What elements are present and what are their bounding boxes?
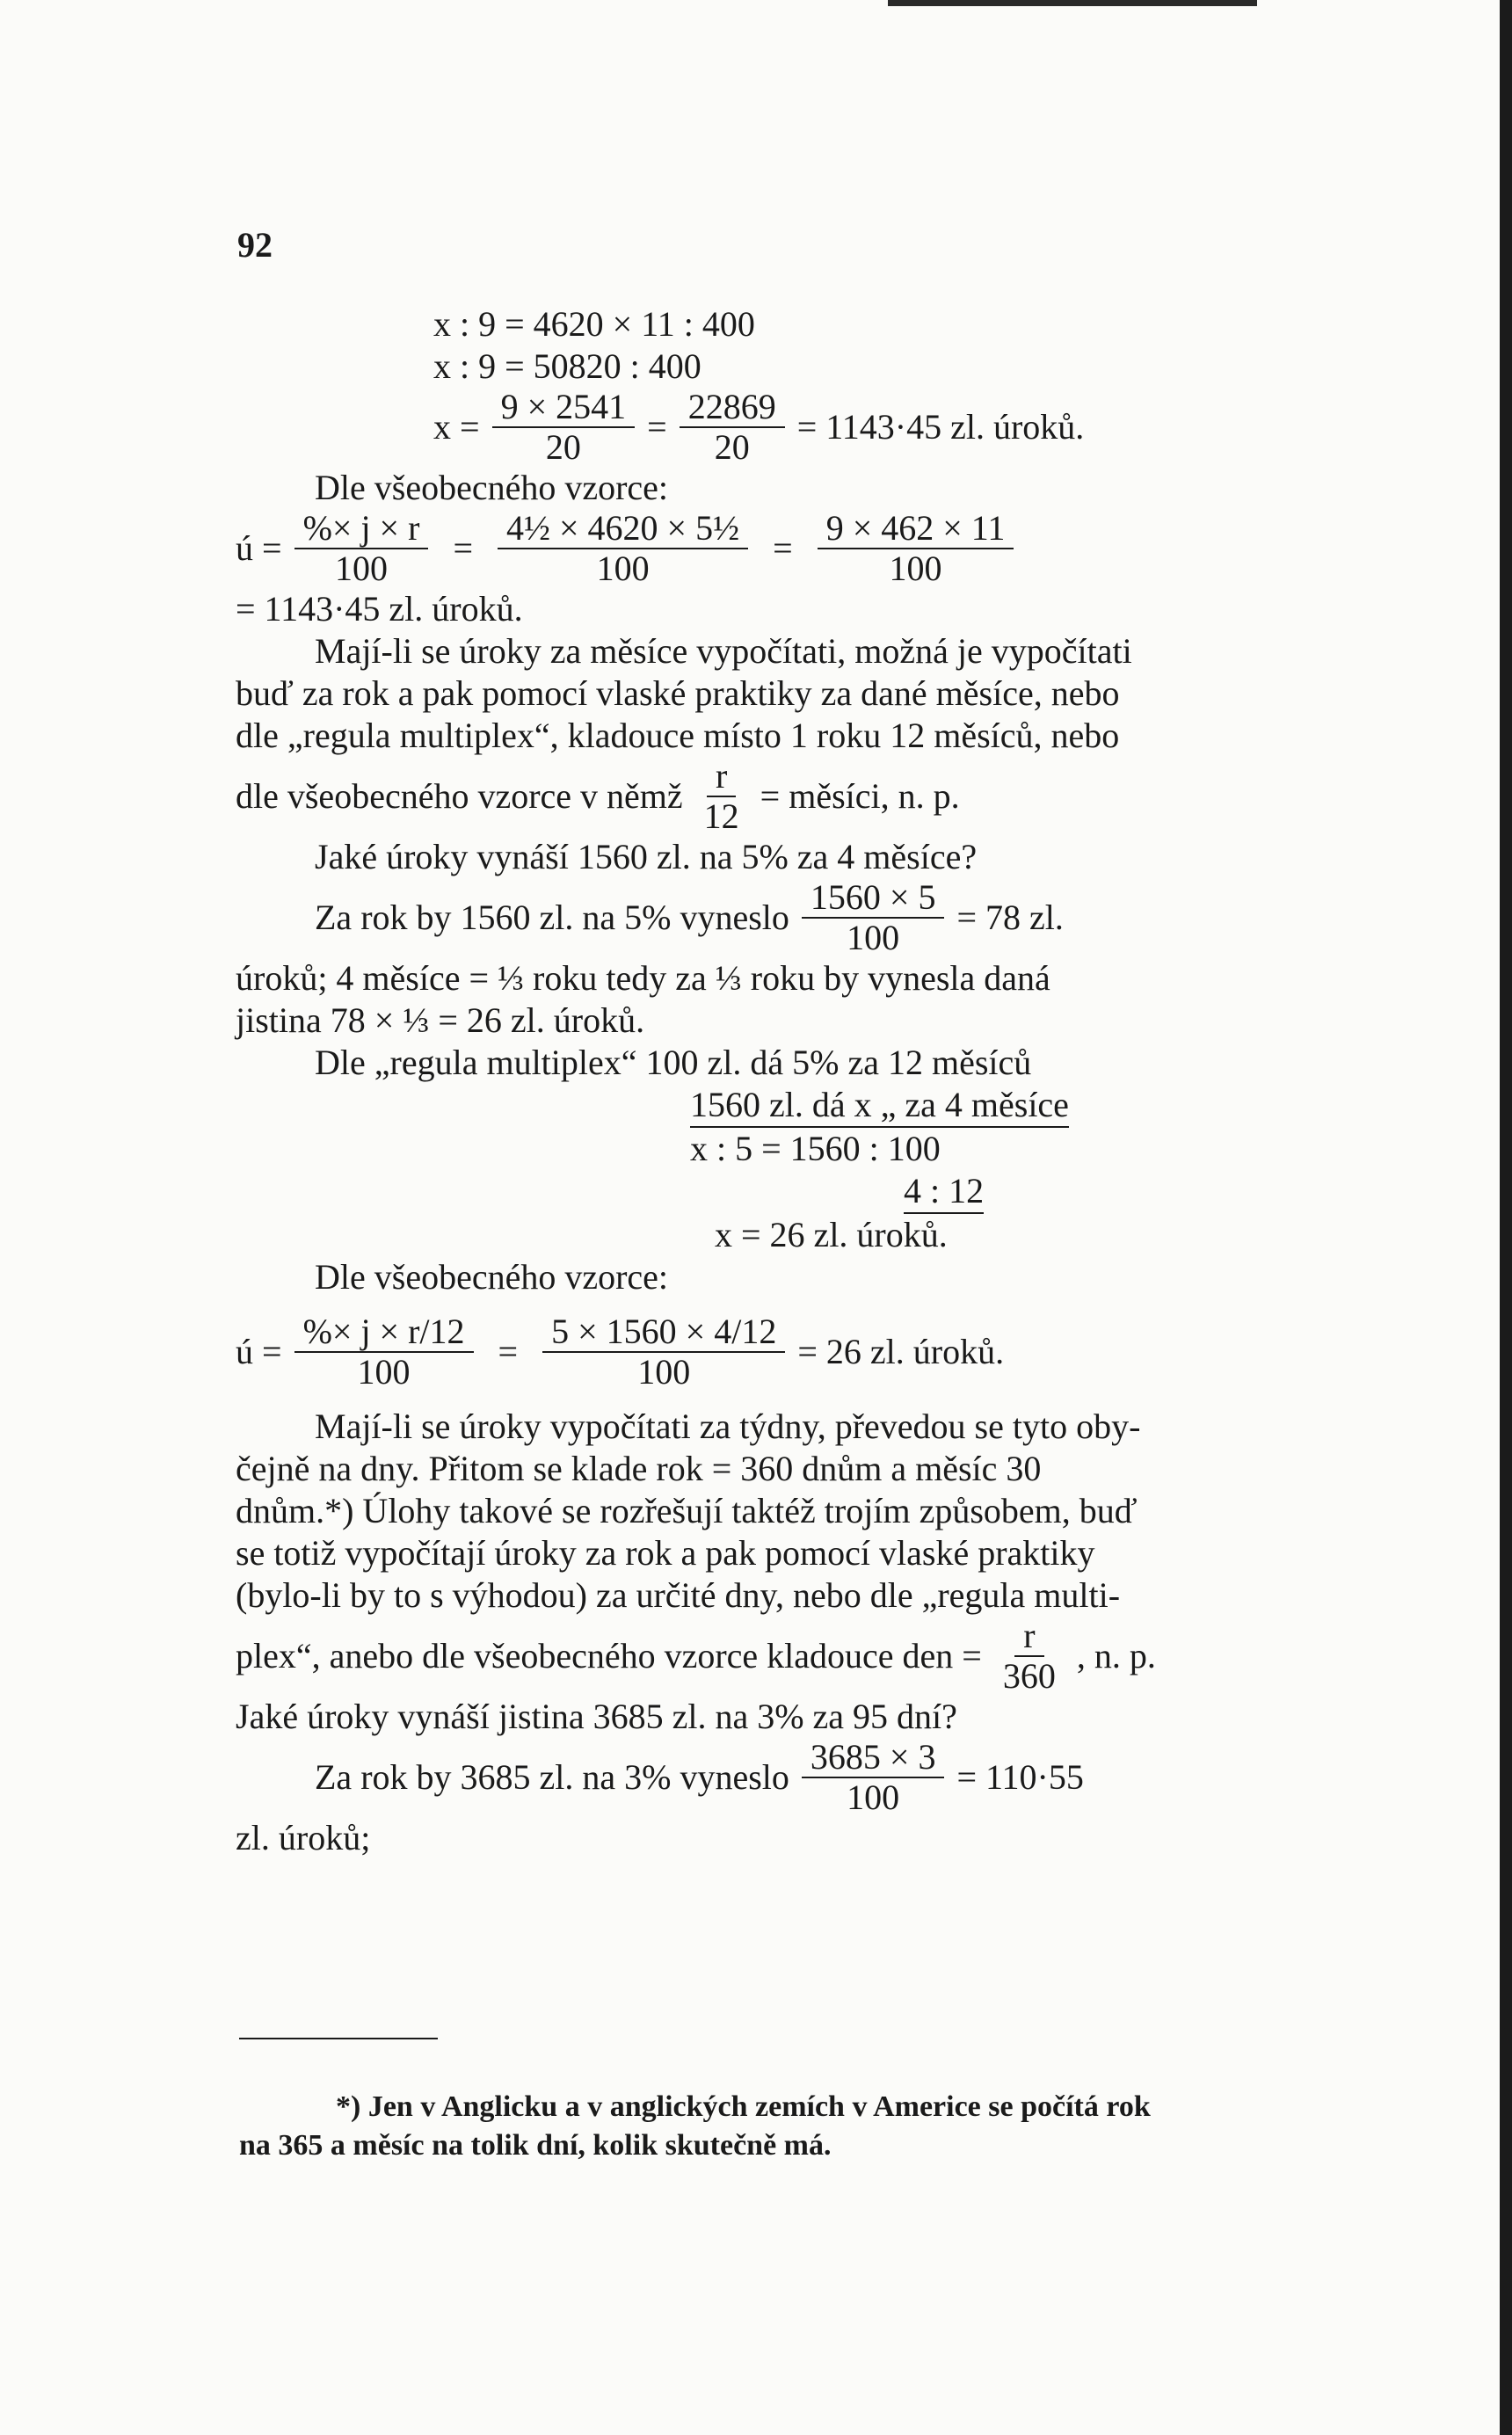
paragraph-1-line-1: Mají-li se úroky za měsíce vypočítati, možná je vypočítati	[315, 631, 1132, 671]
para2-fraction	[994, 1617, 1065, 1696]
eq3-f2-numerator: 22869	[680, 388, 785, 428]
equation-line-4-result: = 1143·45 zl. úroků.	[236, 589, 523, 629]
paragraph-2-line-5: (bylo-li by to s výhodou) za určité dny, nebo dle „regula multi-	[236, 1575, 1121, 1615]
calc2-frac-denominator: 100	[847, 1777, 900, 1817]
equation-line-4	[236, 509, 1334, 588]
paragraph-2-line-2: čejně na dny. Přitom se klade rok = 360 dnům a měsíc 30	[236, 1449, 1042, 1488]
eq4-fraction-1	[294, 509, 429, 588]
calc1-frac-denominator: 100	[847, 918, 900, 957]
eq4-f3-denominator: 100	[889, 549, 942, 588]
calc1-result: = 78 zl.	[956, 898, 1064, 937]
para1-fraction	[695, 757, 748, 836]
eq3-f1-numerator: 9 × 2541	[492, 388, 636, 428]
equation-line-5	[236, 1312, 1334, 1392]
multiplex-row-1: Dle „regula multiplex“ 100 zl. dá 5% za 12 měsíců	[315, 1043, 1032, 1082]
para2-frac-denominator: 360	[1002, 1656, 1056, 1696]
calculation-2	[236, 1738, 1334, 1817]
calc2-result: = 110·55	[956, 1757, 1084, 1797]
eq4-fraction-2	[498, 509, 748, 588]
multiplex-row-4-wrap	[236, 1170, 1334, 1214]
eq3-result: = 1143·45 zl. úroků.	[796, 407, 1085, 447]
multiplex-row-5: x = 26 zl. úroků.	[715, 1215, 948, 1254]
paragraph-1-line-3: dle „regula multiplex“, kladouce místo 1 roku 12 měsíců, nebo	[236, 716, 1120, 755]
eq4-f1-numerator: %× j × r	[294, 509, 429, 549]
eq3-lhs: x =	[433, 407, 480, 447]
eq4-f3-numerator: 9 × 462 × 11	[818, 509, 1014, 549]
calculation-2-tail: zl. úroků;	[236, 1818, 371, 1857]
paragraph-2-line-1: Mají-li se úroky vypočítati za týdny, převedou se tyto oby-	[315, 1406, 1141, 1446]
eq5-result: = 26 zl. úroků.	[797, 1332, 1005, 1371]
eq3-fraction-2	[680, 388, 785, 467]
para1-last-after: = měsíci, n. p.	[760, 776, 960, 816]
eq4-equals-1: =	[453, 528, 473, 568]
eq3-f2-denominator: 20	[714, 427, 750, 467]
question-1: Jaké úroky vynáší 1560 zl. na 5% za 4 měsíce?	[315, 837, 978, 876]
multiplex-row-3: x : 5 = 1560 : 100	[690, 1129, 941, 1168]
calc2-fraction	[802, 1738, 945, 1817]
eq3-f1-denominator: 20	[545, 427, 581, 467]
calculation-1-line-2: jistina 78 × ⅓ = 26 zl. úroků.	[236, 1000, 645, 1040]
question-2: Jaké úroky vynáší jistina 3685 zl. na 3% za 95 dní?	[236, 1697, 957, 1736]
general-formula-heading-1: Dle všeobecného vzorce:	[315, 468, 669, 507]
footnote-divider	[239, 2038, 438, 2039]
paragraph-2-line-3: dnům.*) Úlohy takové se rozřešují taktéž trojím způsobem, buď	[236, 1491, 1138, 1530]
eq4-equals-2: =	[773, 528, 793, 568]
eq4-fraction-3	[818, 509, 1014, 588]
calculation-1	[236, 878, 1334, 957]
para1-frac-denominator: 12	[703, 796, 739, 836]
para2-last-text: plex“, anebo dle všeobecného vzorce kladouce den =	[236, 1636, 982, 1675]
calc1-text: Za rok by 1560 zl. na 5% vyneslo	[315, 898, 789, 937]
equation-line-3	[236, 388, 1334, 467]
calc2-text: Za rok by 3685 zl. na 3% vyneslo	[315, 1757, 789, 1797]
equation-line-2: x : 9 = 50820 : 400	[433, 346, 701, 386]
eq4-f1-denominator: 100	[335, 549, 388, 588]
general-formula-heading-2: Dle všeobecného vzorce:	[315, 1257, 669, 1297]
eq5-fraction-1	[294, 1312, 474, 1392]
para2-frac-numerator: r	[1014, 1617, 1043, 1657]
eq4-f2-denominator: 100	[596, 549, 650, 588]
calc1-frac-numerator: 1560 × 5	[802, 878, 945, 919]
footnote-line-1: *) Jen v Anglicku a v anglických zemích v Americe se počítá rok	[336, 2090, 1151, 2123]
calculation-1-line-1: úroků; 4 měsíce = ⅓ roku tedy za ⅓ roku by vynesla daná	[236, 958, 1050, 998]
eq5-f1-numerator: %× j × r/12	[294, 1312, 474, 1353]
eq5-fraction-2	[542, 1312, 785, 1392]
scan-edge-right	[1500, 0, 1512, 2435]
scan-edge-top	[888, 0, 1257, 6]
para2-last-after: , n. p.	[1076, 1636, 1156, 1675]
paragraph-2-line-4: se totiž vypočítají úroky za rok a pak pomocí vlaské praktiky	[236, 1533, 1095, 1573]
page-body	[236, 303, 1334, 1859]
para1-frac-numerator: r	[707, 757, 736, 797]
footnote	[239, 2088, 1329, 2165]
paragraph-1-line-2: buď za rok a pak pomocí vlaské praktiky za dané měsíce, nebo	[236, 673, 1120, 713]
multiplex-row-2-wrap	[236, 1084, 1334, 1128]
eq5-f2-numerator: 5 × 1560 × 4/12	[542, 1312, 785, 1353]
eq4-lhs: ú =	[236, 528, 282, 568]
para1-last-text: dle všeobecného vzorce v němž	[236, 776, 683, 816]
paragraph-1-line-4	[236, 757, 1334, 836]
eq5-f1-denominator: 100	[357, 1352, 411, 1392]
equation-line-1: x : 9 = 4620 × 11 : 400	[433, 304, 755, 344]
calc2-frac-numerator: 3685 × 3	[802, 1738, 945, 1778]
page-number: 92	[237, 225, 273, 265]
eq5-equals: =	[498, 1332, 519, 1371]
eq3-equals: =	[647, 407, 667, 447]
eq5-f2-denominator: 100	[637, 1352, 691, 1392]
multiplex-row-2: 1560 zl. dá x „ za 4 měsíce	[690, 1084, 1069, 1128]
multiplex-row-4: 4 : 12	[904, 1170, 984, 1214]
eq3-fraction-1	[492, 388, 636, 467]
calc1-fraction	[802, 878, 945, 957]
eq5-lhs: ú =	[236, 1332, 282, 1371]
footnote-line-2: na 365 a měsíc na tolik dní, kolik skutečně má.	[239, 2129, 832, 2162]
eq4-f2-numerator: 4½ × 4620 × 5½	[498, 509, 748, 549]
paragraph-2-line-6	[236, 1617, 1334, 1696]
